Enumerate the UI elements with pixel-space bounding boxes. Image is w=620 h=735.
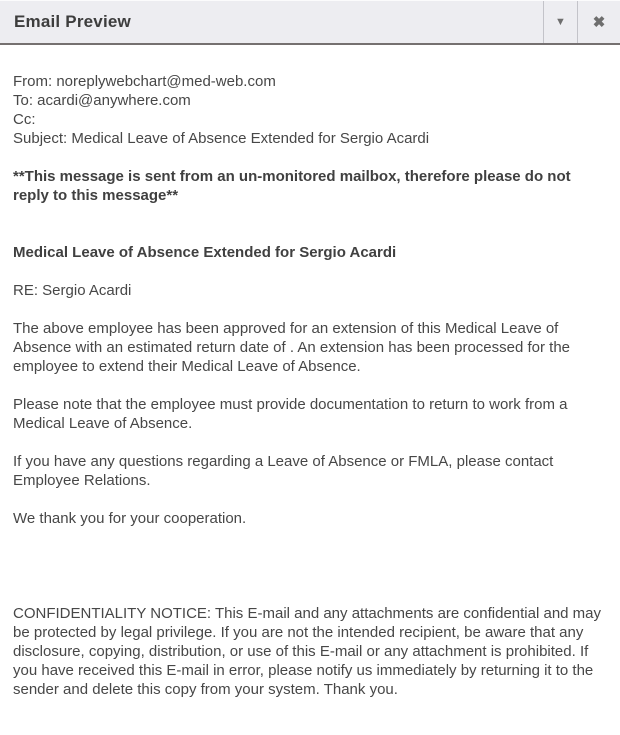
re-line: RE: Sergio Acardi — [13, 282, 132, 299]
email-heading: Medical Leave of Absence Extended for Sergio Acardi — [13, 244, 397, 261]
paragraph-documentation: Please note that the employee must provide documentation to return to work from a Medical Leave of Absence. — [13, 396, 568, 432]
email-body — [0, 45, 620, 699]
caret-down-icon: ▼ — [555, 15, 566, 28]
confidentiality-notice: CONFIDENTIALITY NOTICE: This E-mail and any attachments are confidential and may be protected by legal privilege. If you are not the intended recipient, be aware that any disclosure, copying, distribution, or use of this E-mail or any attachment is prohibited. If you have received this E-mail in error, please notify us immediately by returning it to the sender and delete this copy from your system. Thank you. — [13, 605, 602, 698]
close-button[interactable] — [577, 1, 620, 43]
unmonitored-mailbox-warning: **This message is sent from an un-monitored mailbox, therefore please do not reply to this message** — [13, 168, 571, 204]
dialog-title: Email Preview — [14, 12, 131, 31]
email-headers — [13, 72, 606, 148]
email-to-line: To: acardi@anywhere.com — [13, 92, 191, 109]
email-cc-line: Cc: — [13, 111, 36, 128]
email-subject-line: Subject: Medical Leave of Absence Extended for Sergio Acardi — [13, 130, 430, 147]
paragraph-questions: If you have any questions regarding a Leave of Absence or FMLA, please contact Employee Relations. — [13, 453, 554, 489]
paragraph-thanks: We thank you for your cooperation. — [13, 510, 247, 527]
email-from-line: From: noreplywebchart@med-web.com — [13, 73, 276, 90]
close-icon: ✖ — [592, 13, 606, 31]
dropdown-button[interactable] — [543, 1, 577, 43]
paragraph-approval: The above employee has been approved for an extension of this Medical Leave of Absence with an estimated return date of . An extension has been processed for the employee to extend their Medical Leave of Absence. — [13, 320, 571, 375]
dialog-titlebar[interactable] — [0, 0, 620, 45]
